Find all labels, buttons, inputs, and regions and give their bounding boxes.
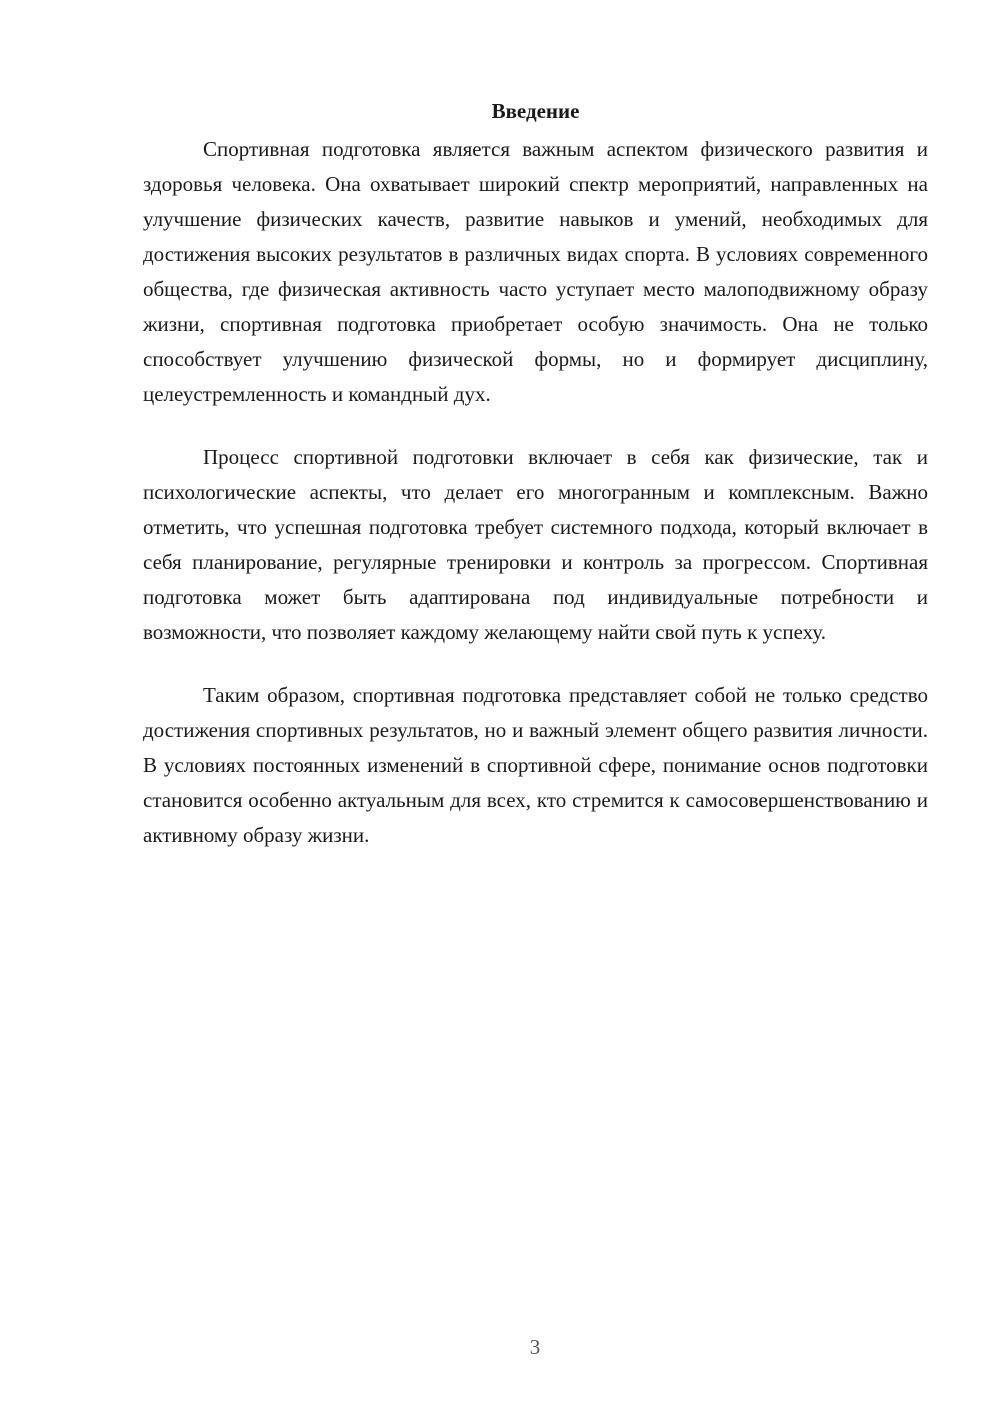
paragraph-2: Процесс спортивной подготовки включает в себя как физические, так и психологические аспекты, что делает его многогранным и комплексным. Важно отметить, что успешная подготовка требует системного подхода, который включает в себя планирование, регулярные тренировки и контроль за прогрессом. Спортивная подготовка может быть адаптирована под индивидуальные потребности и возможности, что позволяет каждому желающему найти свой путь к успеху. bbox=[143, 445, 928, 644]
paragraph-3: Таким образом, спортивная подготовка представляет собой не только средство достижения спортивных результатов, но и важный элемент общего развития личности. В условиях постоянных изменений в спортивной сфере, понимание основ подготовки становится особенно актуальным для всех, кто стремится к самосовершенствованию и активному образу жизни. bbox=[143, 683, 928, 847]
section-heading: Введение bbox=[491, 99, 580, 123]
page-content bbox=[143, 96, 928, 853]
paragraph-1: Спортивная подготовка является важным аспектом физического развития и здоровья человека. Она охватывает широкий спектр мероприятий, направленных на улучшение физических качеств, развитие навыков и умений, необходимых для достижения высоких результатов в различных видах спорта. В условиях современного общества, где физическая активность часто уступает место малоподвижному образу жизни, спортивная подготовка приобретает особую значимость. Она не только способствует улучшению физической формы, но и формирует дисциплину, целеустремленность и командный дух. bbox=[143, 137, 928, 406]
page-number: 3 bbox=[529, 1335, 541, 1359]
